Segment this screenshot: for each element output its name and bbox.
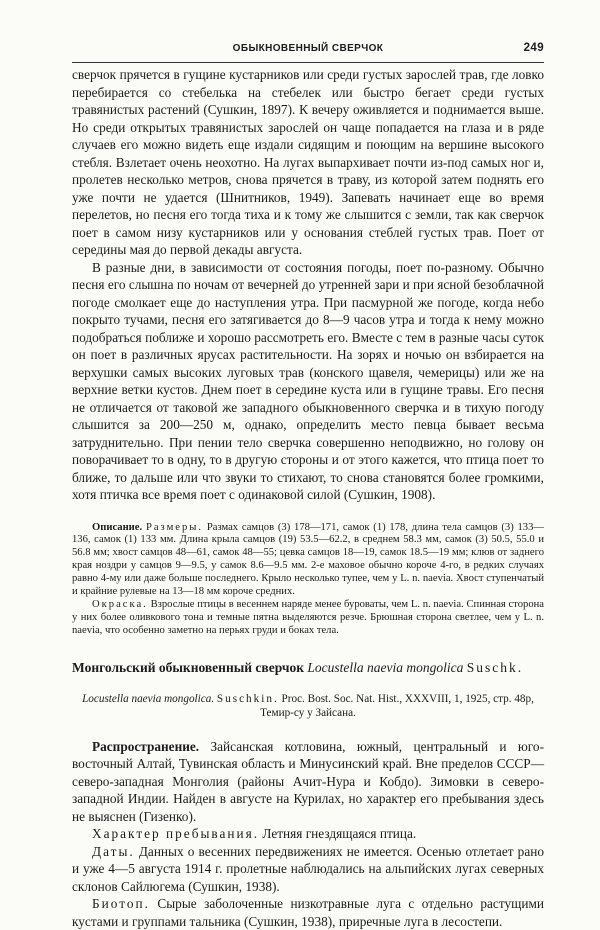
description-color (72, 599, 544, 638)
synonym-reference: Proc. Bost. Soc. Nat. Hist., XXXVIII, 1, 1925, стр. 48р, Темир-су у Зайсана. (260, 692, 534, 719)
biotope-paragraph (72, 895, 544, 930)
description-block (72, 522, 544, 638)
biotope-text: Сырые заболоченные низкотравные луга с отдельно растущими кустами и группами тальника (Сушкин, 1938), приречные луга в лесостепи. (72, 896, 545, 929)
page-number: 249 (523, 42, 544, 54)
page-body (72, 66, 544, 930)
dates-paragraph (72, 843, 544, 896)
synonym-citation (72, 692, 544, 720)
running-header (72, 40, 544, 63)
color-text: Взрослые птицы в весеннем наряде менее буроваты, чем L. n. naevia. Спинная сторона у них более оливкового тона и темные пятна выделяются резче. Брюшная сторона светлее, чем у L. n. naevia, что особенно заметно на перьях груди и боках тела. (72, 598, 544, 636)
paragraph-behavior: сверчок прячется в гущине кустарников или среди густых зарослей трав, где ловко перебирается со стебелька на стебелек или быстро бегает среди густых травянистых растений (Сушкин, 1897). К вечеру оживляется и поднимается выше. Но среди открытых травянистых зарослей он чаще попадается на глаза и в ряде случаев его можно видеть еще издали сидящим и поющим на вершине высокого стебля. Взлетает очень неохотно. На лугах выпархивает почти из-под самых ног и, пролетев несколько метров, снова прячется в траву, из которой затем поднять его уже почти не удается (Шнитников, 1949). Запевать начинает еще во время перелетов, но песня его тогда тиха и к тому же слышится с земли, так как сверчок поет в самом низу кустарников или у основания стеблей густых трав. Поет от середины мая до первой декады августа. (72, 67, 544, 257)
subspecies-author: Suschk. (466, 659, 524, 675)
dates-text: Данных о весенних передвижениях не имеется. Осенью отлетает рано и уже 4—5 августа 1914 г. пролетные наблюдались на альпийских лугах северных склонов Сайлюгема (Сушкин, 1938). (72, 843, 544, 894)
sizes-text: Размах самцов (3) 178—171, самок (1) 178, длина тела самцов (3) 133—136, самок (1) 133 мм. Длина крыла самцов (19) 53.5—62.2, в среднем 58.3 мм, самок (3) 50.5, 55.0 и 56.8 мм; хвост самцов 48—61, самок 48—55; цевка самцов 18—19, самок 18.5—19 мм; клюв от заднего края ноздри у самцов 9—9.5, у самок 8.6—9.5 мм. 2-е маховое обычно короче 4-го, в редких случаях равно 4-му или даже больше последнего. Крыло несколько тупее, чем у L. n. naevia. Хвост ступенчатый и крайние рулевые на 13—18 мм короче средних. (72, 521, 544, 598)
description-label: Описание. (92, 521, 143, 533)
character-text: Летняя гнездящаяся птица. (262, 826, 417, 842)
main-text (72, 66, 544, 504)
biotope-label: Биотоп. (92, 896, 150, 912)
synonym-author: Suschkin. (216, 692, 279, 705)
distribution-label: Распространение. (92, 738, 200, 754)
dates-label: Даты. (92, 843, 135, 859)
distribution-section (72, 738, 544, 930)
subspecies-heading (72, 660, 544, 676)
distribution-text: Зайсанская котловина, южный, центральный и юго-восточный Алтай, Тувинская область и Минусинский край. Вне пределов СССР—северо-западная Монголия (районы Ачит-Нура и Кобдо). Зимовки в северо-западной Индии. Найден в августе на Курилах, но характер его пребывания здесь не выяснен (Гизенко). (72, 738, 544, 824)
character-label: Характер пребывания. (92, 826, 260, 842)
synonym-name: Locustella naevia mongolica. (82, 692, 215, 705)
running-title: ОБЫКНОВЕННЫЙ СВЕРЧОК (232, 43, 384, 54)
paragraph-song: В разные дни, в зависимости от состояния погоды, поет по-разному. Обычно песня его слышна по ночам от вечерней до утренней зари и при ясной безоблачной погоде смолкает еще до наступления утра. При пасмурной же погоде, когда небо покрыто тучами, песня его затягивается до 8—9 часов утра и тогда к нему можно подобраться поближе и хорошо рассмотреть его. Вместе с тем в разные часы суток он поет в различных ярусах растительности. На зорях и ночью он взбирается на верхушки самых высоких луговых трав (конского щавеля, чемерицы) или же на верхние ветки кустов. Днем поет в середине куста или в гущине травы. Его песня не отличается от таковой же западного обыкновенного сверчка и в тихую погоду слышится за 200—250 м, однако, определить место певца бывает весьма затруднительно. При пении тело сверчка совершенно неподвижно, но голову он поворачивает то в одну, то в другую стороны и от этого кажется, что птица поет то ближе, то дальше или что звуки то стихают, то снова становятся более громкими, хотя птичка все время поет с одинаковой силой (Сушкин, 1908). (72, 259, 544, 502)
color-label: Окраска. (92, 598, 148, 610)
subspecies-name-ru: Монгольский обыкновенный сверчок (72, 659, 305, 675)
description-sizes (72, 522, 544, 599)
character-paragraph (72, 825, 544, 843)
distribution-paragraph (72, 738, 544, 826)
subspecies-name-lat: Locustella naevia mongolica (307, 659, 464, 675)
sizes-label: Размеры. (145, 521, 204, 533)
